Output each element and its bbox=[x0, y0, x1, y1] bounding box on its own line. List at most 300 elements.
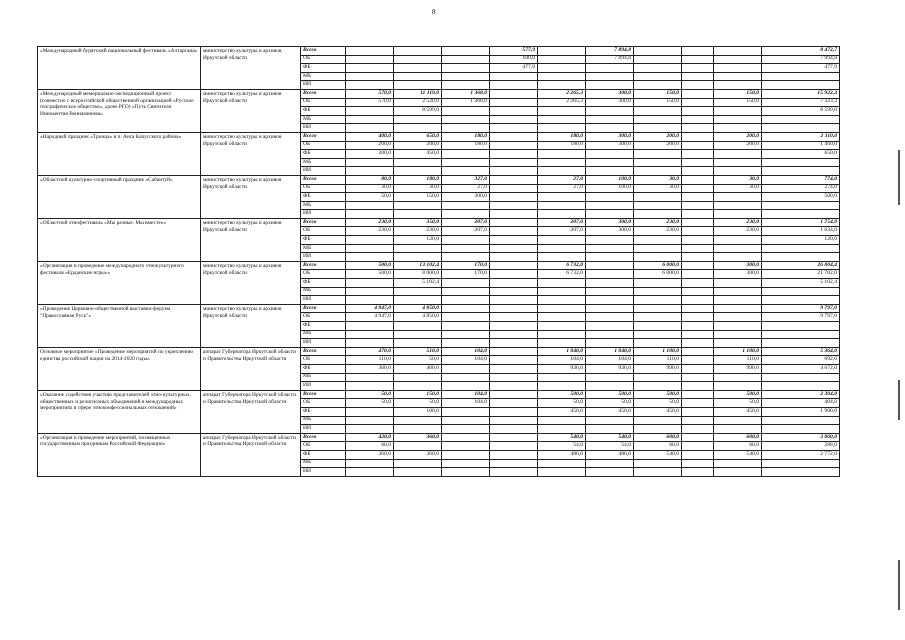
amount-cell bbox=[490, 253, 538, 262]
amount-cell: 54,0 bbox=[586, 442, 634, 451]
amount-cell bbox=[538, 313, 586, 322]
amount-cell bbox=[394, 72, 442, 81]
amount-cell bbox=[714, 236, 762, 245]
amount-cell: 11 119,0 bbox=[394, 89, 442, 98]
amount-cell bbox=[682, 347, 714, 356]
amount-cell bbox=[394, 55, 442, 64]
amount-cell: 510,0 bbox=[394, 347, 442, 356]
amount-cell: 1 040,0 bbox=[586, 347, 634, 356]
page-number: 8 bbox=[432, 8, 436, 16]
amount-cell bbox=[682, 322, 714, 331]
amount-cell bbox=[682, 47, 714, 56]
amount-cell: 50,0 bbox=[634, 399, 682, 408]
amount-cell: 6 732,0 bbox=[538, 270, 586, 279]
responsible-cell: министерство культуры и архивов Иркутской области bbox=[201, 218, 301, 261]
amount-cell bbox=[394, 330, 442, 339]
amount-cell bbox=[490, 296, 538, 305]
amount-cell bbox=[682, 261, 714, 270]
amount-cell bbox=[490, 150, 538, 159]
amount-cell bbox=[538, 373, 586, 382]
amount-cell bbox=[762, 382, 840, 391]
amount-cell bbox=[538, 193, 586, 202]
amount-cell bbox=[538, 210, 586, 219]
amount-cell: 540,0 bbox=[586, 433, 634, 442]
amount-cell bbox=[634, 158, 682, 167]
amount-cell: 170,0 bbox=[442, 270, 490, 279]
amount-cell: 500,0 bbox=[634, 390, 682, 399]
amount-cell bbox=[538, 47, 586, 56]
amount-cell: 500,0 bbox=[538, 390, 586, 399]
amount-cell bbox=[490, 227, 538, 236]
amount-cell: 27,0 bbox=[538, 175, 586, 184]
amount-cell: 110,0 bbox=[714, 356, 762, 365]
amount-cell bbox=[714, 339, 762, 348]
amount-cell bbox=[394, 201, 442, 210]
amount-cell: 6 000,0 bbox=[634, 261, 682, 270]
amount-cell bbox=[442, 244, 490, 253]
amount-cell: 300,0 bbox=[586, 141, 634, 150]
amount-cell bbox=[682, 98, 714, 107]
amount-cell bbox=[586, 193, 634, 202]
amount-cell: 5 364,0 bbox=[762, 347, 840, 356]
amount-cell: 200,0 bbox=[714, 141, 762, 150]
amount-cell bbox=[394, 459, 442, 468]
amount-cell bbox=[538, 296, 586, 305]
amount-cell: 30,0 bbox=[714, 175, 762, 184]
amount-cell bbox=[490, 339, 538, 348]
amount-cell bbox=[490, 399, 538, 408]
amount-cell bbox=[714, 107, 762, 116]
amount-cell bbox=[490, 442, 538, 451]
amount-cell: 327,0 bbox=[442, 175, 490, 184]
responsible-cell: министерство культуры и архивов Иркутской области bbox=[201, 261, 301, 304]
amount-cell bbox=[586, 124, 634, 133]
amount-cell bbox=[682, 356, 714, 365]
amount-cell bbox=[442, 416, 490, 425]
amount-cell bbox=[346, 64, 394, 73]
funding-source-cell: ОБ bbox=[301, 55, 346, 64]
amount-cell: 692,0 bbox=[762, 356, 840, 365]
amount-cell bbox=[394, 468, 442, 477]
amount-cell: 180,0 bbox=[538, 141, 586, 150]
funding-source-cell: МБ bbox=[301, 201, 346, 210]
amount-cell: 1 900,0 bbox=[762, 407, 840, 416]
amount-cell: 1 754,0 bbox=[762, 218, 840, 227]
amount-cell bbox=[714, 167, 762, 176]
amount-cell bbox=[394, 322, 442, 331]
amount-cell bbox=[634, 55, 682, 64]
amount-cell: 1 100,0 bbox=[634, 347, 682, 356]
amount-cell bbox=[586, 313, 634, 322]
amount-cell: 150,0 bbox=[394, 390, 442, 399]
amount-cell bbox=[714, 210, 762, 219]
amount-cell bbox=[538, 459, 586, 468]
amount-cell: 150,0 bbox=[634, 89, 682, 98]
amount-cell: 200,0 bbox=[634, 141, 682, 150]
amount-cell: 110,0 bbox=[346, 356, 394, 365]
amount-cell bbox=[442, 330, 490, 339]
amount-cell bbox=[394, 64, 442, 73]
amount-cell: 180,0 bbox=[538, 132, 586, 141]
amount-cell bbox=[714, 115, 762, 124]
funding-source-cell: ИИ bbox=[301, 425, 346, 434]
funding-source-cell: ФБ bbox=[301, 107, 346, 116]
amount-cell bbox=[538, 201, 586, 210]
amount-cell bbox=[442, 450, 490, 459]
amount-cell: 4 850,0 bbox=[394, 313, 442, 322]
amount-cell bbox=[490, 124, 538, 133]
amount-cell bbox=[490, 450, 538, 459]
amount-cell bbox=[682, 89, 714, 98]
amount-cell bbox=[538, 72, 586, 81]
amount-cell: 30,0 bbox=[714, 184, 762, 193]
amount-cell bbox=[682, 81, 714, 90]
amount-cell bbox=[634, 253, 682, 262]
funding-source-cell: МБ bbox=[301, 416, 346, 425]
funding-source-cell: ИИ bbox=[301, 382, 346, 391]
amount-cell bbox=[442, 150, 490, 159]
amount-cell: 8 472,7 bbox=[762, 47, 840, 56]
amount-cell: 200,0 bbox=[346, 150, 394, 159]
amount-cell bbox=[714, 287, 762, 296]
amount-cell bbox=[586, 287, 634, 296]
amount-cell bbox=[490, 167, 538, 176]
amount-cell: 9 797,0 bbox=[762, 313, 840, 322]
amount-cell bbox=[682, 210, 714, 219]
amount-cell bbox=[346, 72, 394, 81]
amount-cell bbox=[714, 296, 762, 305]
amount-cell bbox=[714, 322, 762, 331]
amount-cell bbox=[762, 459, 840, 468]
amount-cell bbox=[682, 218, 714, 227]
amount-cell bbox=[442, 296, 490, 305]
funding-source-cell: ОБ bbox=[301, 313, 346, 322]
amount-cell bbox=[634, 296, 682, 305]
amount-cell bbox=[714, 47, 762, 56]
responsible-cell: аппарат Губернатора Иркутской области и Правительства Иркутской области bbox=[201, 433, 301, 476]
amount-cell bbox=[762, 339, 840, 348]
amount-cell: 230,0 bbox=[714, 218, 762, 227]
amount-cell bbox=[538, 468, 586, 477]
amount-cell bbox=[682, 425, 714, 434]
amount-cell: 2 265,3 bbox=[538, 89, 586, 98]
amount-cell bbox=[762, 81, 840, 90]
amount-cell bbox=[538, 236, 586, 245]
amount-cell: 207,0 bbox=[442, 218, 490, 227]
amount-cell bbox=[682, 339, 714, 348]
amount-cell: 360,0 bbox=[394, 450, 442, 459]
amount-cell: 180,0 bbox=[394, 175, 442, 184]
amount-cell bbox=[394, 339, 442, 348]
amount-cell: 15 922,3 bbox=[762, 89, 840, 98]
amount-cell bbox=[682, 236, 714, 245]
amount-cell bbox=[586, 167, 634, 176]
amount-cell bbox=[634, 244, 682, 253]
amount-cell bbox=[346, 339, 394, 348]
amount-cell bbox=[634, 425, 682, 434]
amount-cell: 540,0 bbox=[714, 450, 762, 459]
amount-cell bbox=[490, 141, 538, 150]
amount-cell: 570,0 bbox=[346, 89, 394, 98]
funding-source-cell: Всего bbox=[301, 261, 346, 270]
amount-cell bbox=[714, 313, 762, 322]
amount-cell: 300,0 bbox=[586, 218, 634, 227]
amount-cell bbox=[394, 253, 442, 262]
funding-source-cell: ФБ bbox=[301, 322, 346, 331]
event-name-cell: «Народный праздник «Троица» в п. Анга Качугского района» bbox=[38, 132, 201, 175]
amount-cell: 450,0 bbox=[714, 407, 762, 416]
amount-cell bbox=[394, 81, 442, 90]
amount-cell bbox=[634, 330, 682, 339]
amount-cell bbox=[442, 407, 490, 416]
table-row bbox=[38, 89, 840, 98]
event-name-cell: «Организация и проведение международного этнокультурного фестиваля «Ерданские игры»» bbox=[38, 261, 201, 304]
amount-cell bbox=[538, 287, 586, 296]
amount-cell bbox=[346, 107, 394, 116]
amount-cell: 230,0 bbox=[634, 218, 682, 227]
funding-source-cell: ИИ bbox=[301, 81, 346, 90]
amount-cell bbox=[682, 167, 714, 176]
amount-cell bbox=[442, 55, 490, 64]
amount-cell bbox=[442, 382, 490, 391]
amount-cell bbox=[346, 459, 394, 468]
amount-cell: 1 040,0 bbox=[538, 347, 586, 356]
funding-source-cell: ИИ bbox=[301, 468, 346, 477]
amount-cell bbox=[394, 244, 442, 253]
amount-cell bbox=[682, 201, 714, 210]
amount-cell bbox=[586, 322, 634, 331]
amount-cell bbox=[634, 124, 682, 133]
amount-cell bbox=[682, 450, 714, 459]
amount-cell bbox=[442, 115, 490, 124]
amount-cell bbox=[490, 244, 538, 253]
amount-cell: 288,0 bbox=[762, 442, 840, 451]
amount-cell bbox=[634, 459, 682, 468]
amount-cell bbox=[442, 364, 490, 373]
amount-cell: 577,9 bbox=[490, 47, 538, 56]
amount-cell: 60,0 bbox=[346, 442, 394, 451]
amount-cell bbox=[714, 55, 762, 64]
amount-cell: 360,0 bbox=[394, 433, 442, 442]
amount-cell bbox=[714, 468, 762, 477]
amount-cell: 460,0 bbox=[394, 364, 442, 373]
amount-cell bbox=[442, 47, 490, 56]
amount-cell bbox=[490, 425, 538, 434]
amount-cell bbox=[762, 425, 840, 434]
amount-cell bbox=[682, 416, 714, 425]
amount-cell bbox=[586, 330, 634, 339]
funding-source-cell: ИИ bbox=[301, 167, 346, 176]
responsible-cell: министерство культуры и архивов Иркутской области bbox=[201, 175, 301, 218]
amount-cell: 104,0 bbox=[538, 356, 586, 365]
amount-cell bbox=[634, 193, 682, 202]
responsible-cell: аппарат Губернатора Иркутской области и Правительства Иркутской области bbox=[201, 347, 301, 390]
table-row bbox=[38, 304, 840, 313]
event-name-cell: «Проведение Церковно-общественной выставки-форума "Православная Русь"» bbox=[38, 304, 201, 347]
amount-cell: 110,0 bbox=[634, 356, 682, 365]
amount-cell bbox=[634, 287, 682, 296]
amount-cell bbox=[538, 253, 586, 262]
funding-source-cell: Всего bbox=[301, 347, 346, 356]
amount-cell: 450,0 bbox=[586, 407, 634, 416]
amount-cell bbox=[538, 55, 586, 64]
amount-cell bbox=[634, 210, 682, 219]
amount-cell bbox=[538, 81, 586, 90]
amount-cell bbox=[490, 416, 538, 425]
funding-source-cell: МБ bbox=[301, 244, 346, 253]
amount-cell bbox=[346, 236, 394, 245]
amount-cell bbox=[442, 279, 490, 288]
amount-cell bbox=[586, 244, 634, 253]
amount-cell bbox=[634, 279, 682, 288]
amount-cell: 8 599,0 bbox=[394, 107, 442, 116]
amount-cell bbox=[634, 304, 682, 313]
amount-cell bbox=[714, 416, 762, 425]
amount-cell: 230,0 bbox=[346, 218, 394, 227]
amount-cell bbox=[762, 158, 840, 167]
amount-cell: 500,0 bbox=[586, 390, 634, 399]
amount-cell: 50,0 bbox=[394, 399, 442, 408]
amount-cell bbox=[634, 373, 682, 382]
amount-cell: 60,0 bbox=[714, 442, 762, 451]
amount-cell: 8 000,0 bbox=[394, 270, 442, 279]
amount-cell bbox=[714, 193, 762, 202]
amount-cell bbox=[714, 373, 762, 382]
funding-source-cell: ОБ bbox=[301, 98, 346, 107]
amount-cell bbox=[490, 158, 538, 167]
amount-cell bbox=[442, 287, 490, 296]
amount-cell bbox=[442, 107, 490, 116]
table-row bbox=[38, 218, 840, 227]
amount-cell bbox=[490, 218, 538, 227]
amount-cell bbox=[490, 201, 538, 210]
amount-cell bbox=[346, 253, 394, 262]
funding-source-cell: ИИ bbox=[301, 253, 346, 262]
amount-cell bbox=[586, 304, 634, 313]
funding-source-cell: ФБ bbox=[301, 450, 346, 459]
amount-cell: 5 102,4 bbox=[394, 279, 442, 288]
funding-source-cell: ИИ bbox=[301, 124, 346, 133]
amount-cell: 4 850,0 bbox=[394, 304, 442, 313]
amount-cell: 450,0 bbox=[394, 150, 442, 159]
amount-cell bbox=[586, 459, 634, 468]
amount-cell bbox=[346, 425, 394, 434]
amount-cell bbox=[442, 442, 490, 451]
amount-cell bbox=[762, 416, 840, 425]
amount-cell bbox=[682, 72, 714, 81]
amount-cell bbox=[586, 158, 634, 167]
amount-cell bbox=[394, 287, 442, 296]
amount-cell bbox=[442, 468, 490, 477]
funding-source-cell: ОБ bbox=[301, 442, 346, 451]
amount-cell bbox=[490, 98, 538, 107]
amount-cell bbox=[394, 158, 442, 167]
amount-cell bbox=[442, 236, 490, 245]
amount-cell bbox=[762, 167, 840, 176]
amount-cell bbox=[442, 201, 490, 210]
table-row bbox=[38, 132, 840, 141]
scan-edge-mark bbox=[898, 560, 900, 610]
amount-cell bbox=[714, 253, 762, 262]
amount-cell: 2 110,0 bbox=[762, 132, 840, 141]
amount-cell bbox=[586, 296, 634, 305]
amount-cell: 450,0 bbox=[634, 407, 682, 416]
amount-cell bbox=[490, 287, 538, 296]
amount-cell bbox=[762, 468, 840, 477]
funding-source-cell: ОБ bbox=[301, 227, 346, 236]
amount-cell: 50,0 bbox=[346, 399, 394, 408]
amount-cell bbox=[682, 107, 714, 116]
amount-cell bbox=[490, 433, 538, 442]
amount-cell: 1 368,0 bbox=[442, 89, 490, 98]
amount-cell: 26 804,4 bbox=[762, 261, 840, 270]
amount-cell bbox=[346, 55, 394, 64]
amount-cell: 200,0 bbox=[714, 132, 762, 141]
amount-cell bbox=[394, 124, 442, 133]
amount-cell: 60,0 bbox=[634, 442, 682, 451]
amount-cell bbox=[586, 72, 634, 81]
table-row bbox=[38, 433, 840, 442]
amount-cell bbox=[682, 330, 714, 339]
amount-cell bbox=[714, 72, 762, 81]
amount-cell bbox=[346, 244, 394, 253]
amount-cell bbox=[394, 296, 442, 305]
funding-source-cell: МБ bbox=[301, 459, 346, 468]
amount-cell bbox=[442, 210, 490, 219]
amount-cell: 600,0 bbox=[714, 433, 762, 442]
event-name-cell: Основное мероприятие «Проведение мероприятий по укреплению единства российской нации на 2014-2020 годы» bbox=[38, 347, 201, 390]
amount-cell: 80,0 bbox=[346, 175, 394, 184]
amount-cell bbox=[442, 72, 490, 81]
amount-cell bbox=[346, 279, 394, 288]
amount-cell: 360,0 bbox=[346, 364, 394, 373]
amount-cell bbox=[682, 407, 714, 416]
funding-source-cell: ОБ bbox=[301, 184, 346, 193]
scan-edge-mark bbox=[898, 380, 900, 420]
amount-cell: 6 732,0 bbox=[538, 261, 586, 270]
amount-cell bbox=[586, 468, 634, 477]
amount-cell bbox=[538, 107, 586, 116]
amount-cell: 2 265,3 bbox=[538, 98, 586, 107]
amount-cell bbox=[538, 382, 586, 391]
amount-cell bbox=[634, 236, 682, 245]
amount-cell bbox=[714, 244, 762, 253]
amount-cell bbox=[586, 201, 634, 210]
amount-cell bbox=[586, 261, 634, 270]
amount-cell bbox=[714, 459, 762, 468]
amount-cell bbox=[682, 244, 714, 253]
amount-cell bbox=[346, 124, 394, 133]
amount-cell: 180,0 bbox=[442, 141, 490, 150]
amount-cell bbox=[682, 364, 714, 373]
amount-cell bbox=[682, 468, 714, 477]
amount-cell bbox=[346, 373, 394, 382]
amount-cell bbox=[538, 322, 586, 331]
amount-cell: 1 460,0 bbox=[762, 141, 840, 150]
amount-cell bbox=[634, 322, 682, 331]
amount-cell bbox=[762, 201, 840, 210]
amount-cell bbox=[762, 124, 840, 133]
amount-cell bbox=[538, 330, 586, 339]
amount-cell bbox=[346, 115, 394, 124]
amount-cell: 450,0 bbox=[538, 407, 586, 416]
amount-cell bbox=[714, 330, 762, 339]
scan-edge-mark bbox=[898, 150, 900, 205]
funding-source-cell: ИИ bbox=[301, 296, 346, 305]
amount-cell: 300,0 bbox=[586, 227, 634, 236]
responsible-cell: министерство культуры и архивов Иркутской области bbox=[201, 47, 301, 90]
amount-cell bbox=[634, 107, 682, 116]
